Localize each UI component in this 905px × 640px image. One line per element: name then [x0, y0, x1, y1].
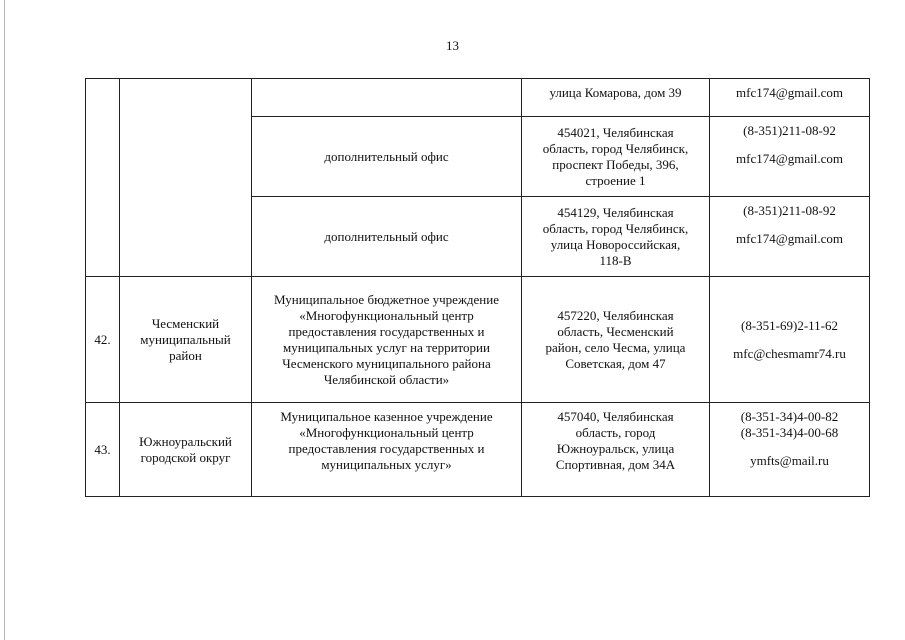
contacts-cell: [710, 79, 870, 117]
municipality-line: городской округ: [140, 449, 231, 465]
office-label: дополнительный офис: [324, 228, 449, 244]
municipality-cell: [120, 277, 252, 403]
institution-line: Челябинской области»: [323, 371, 450, 387]
page-number: 13: [446, 38, 459, 53]
institution-line: муниципальных услуг на территории: [283, 339, 490, 355]
institution-cell: [252, 117, 522, 197]
institution-line: предоставления государственных и: [288, 323, 485, 339]
institution-line: муниципальных услуг»: [321, 457, 452, 472]
municipality-line: Южноуральский: [139, 433, 232, 449]
municipality-cell: [120, 403, 252, 497]
address-line: Южноуральск, улица: [556, 441, 675, 456]
mfc-table: [85, 78, 870, 497]
email-text: ymfts@mail.ru: [750, 453, 829, 468]
municipality-line: район: [169, 347, 202, 363]
phone-text: (8-351-69)2-11-62: [741, 317, 838, 333]
address-line: строение 1: [585, 172, 646, 188]
address-line: Спортивная, дом 34А: [555, 457, 676, 472]
number-cell: [86, 79, 120, 277]
office-label: дополнительный офис: [324, 148, 449, 164]
email-text: mfc174@gmail.com: [736, 231, 843, 246]
address-line: улица Новороссийская,: [550, 236, 681, 252]
institution-line: «Многофункциональный центр: [299, 425, 474, 440]
address-cell: [522, 197, 710, 277]
contacts-cell: [710, 277, 870, 403]
phone-text: (8-351-34)4-00-82: [740, 409, 839, 424]
email-text: mfc174@gmail.com: [736, 151, 843, 166]
address-line: 118-В: [599, 252, 632, 268]
address-line: проспект Победы, 396,: [552, 156, 679, 172]
address-cell: [522, 117, 710, 197]
address-cell: [522, 79, 710, 117]
address-line: область, Чесменский: [557, 323, 674, 339]
address-line: 457220, Челябинская: [557, 307, 674, 323]
address-line: область, город Челябинск,: [542, 140, 689, 156]
email-text: mfc@chesmamr74.ru: [733, 345, 846, 361]
institution-line: Муниципальное бюджетное учреждение: [274, 291, 499, 307]
number-cell: [86, 277, 120, 403]
phone-text: (8-351)211-08-92: [743, 203, 836, 218]
institution-line: предоставления государственных и: [288, 441, 485, 456]
number-cell: [86, 403, 120, 497]
address-line: область, город: [575, 425, 656, 440]
municipality-line: муниципальный: [140, 331, 231, 347]
address-line: улица Комарова, дом 39: [549, 85, 682, 100]
address-line: 457040, Челябинская: [557, 409, 674, 424]
institution-line: «Многофункциональный центр: [299, 307, 474, 323]
phone-text: (8-351)211-08-92: [743, 123, 836, 138]
table-row: [86, 403, 870, 497]
institution-cell: [252, 79, 522, 117]
address-line: Советская, дом 47: [565, 355, 666, 371]
address-line: 454021, Челябинская: [557, 124, 674, 140]
phone-text: (8-351-34)4-00-68: [740, 425, 839, 440]
institution-cell: [252, 197, 522, 277]
table-row: [86, 277, 870, 403]
municipality-cell: [120, 79, 252, 277]
institution-line: Чесменского муниципального района: [282, 355, 491, 371]
row-number: 43.: [94, 441, 111, 457]
institution-line: Муниципальное казенное учреждение: [280, 409, 493, 424]
institution-cell: [252, 277, 522, 403]
contacts-cell: [710, 403, 870, 497]
page-edge-line: [4, 0, 5, 640]
institution-cell: [252, 403, 522, 497]
email-text: mfc174@gmail.com: [736, 85, 843, 100]
row-number: 42.: [94, 331, 111, 347]
address-line: область, город Челябинск,: [542, 220, 689, 236]
address-line: район, село Чесма, улица: [545, 339, 686, 355]
table-row: [86, 79, 870, 117]
contacts-cell: [710, 197, 870, 277]
address-cell: [522, 277, 710, 403]
address-line: 454129, Челябинская: [557, 204, 674, 220]
address-cell: [522, 403, 710, 497]
municipality-line: Чесменский: [151, 315, 220, 331]
contacts-cell: [710, 117, 870, 197]
